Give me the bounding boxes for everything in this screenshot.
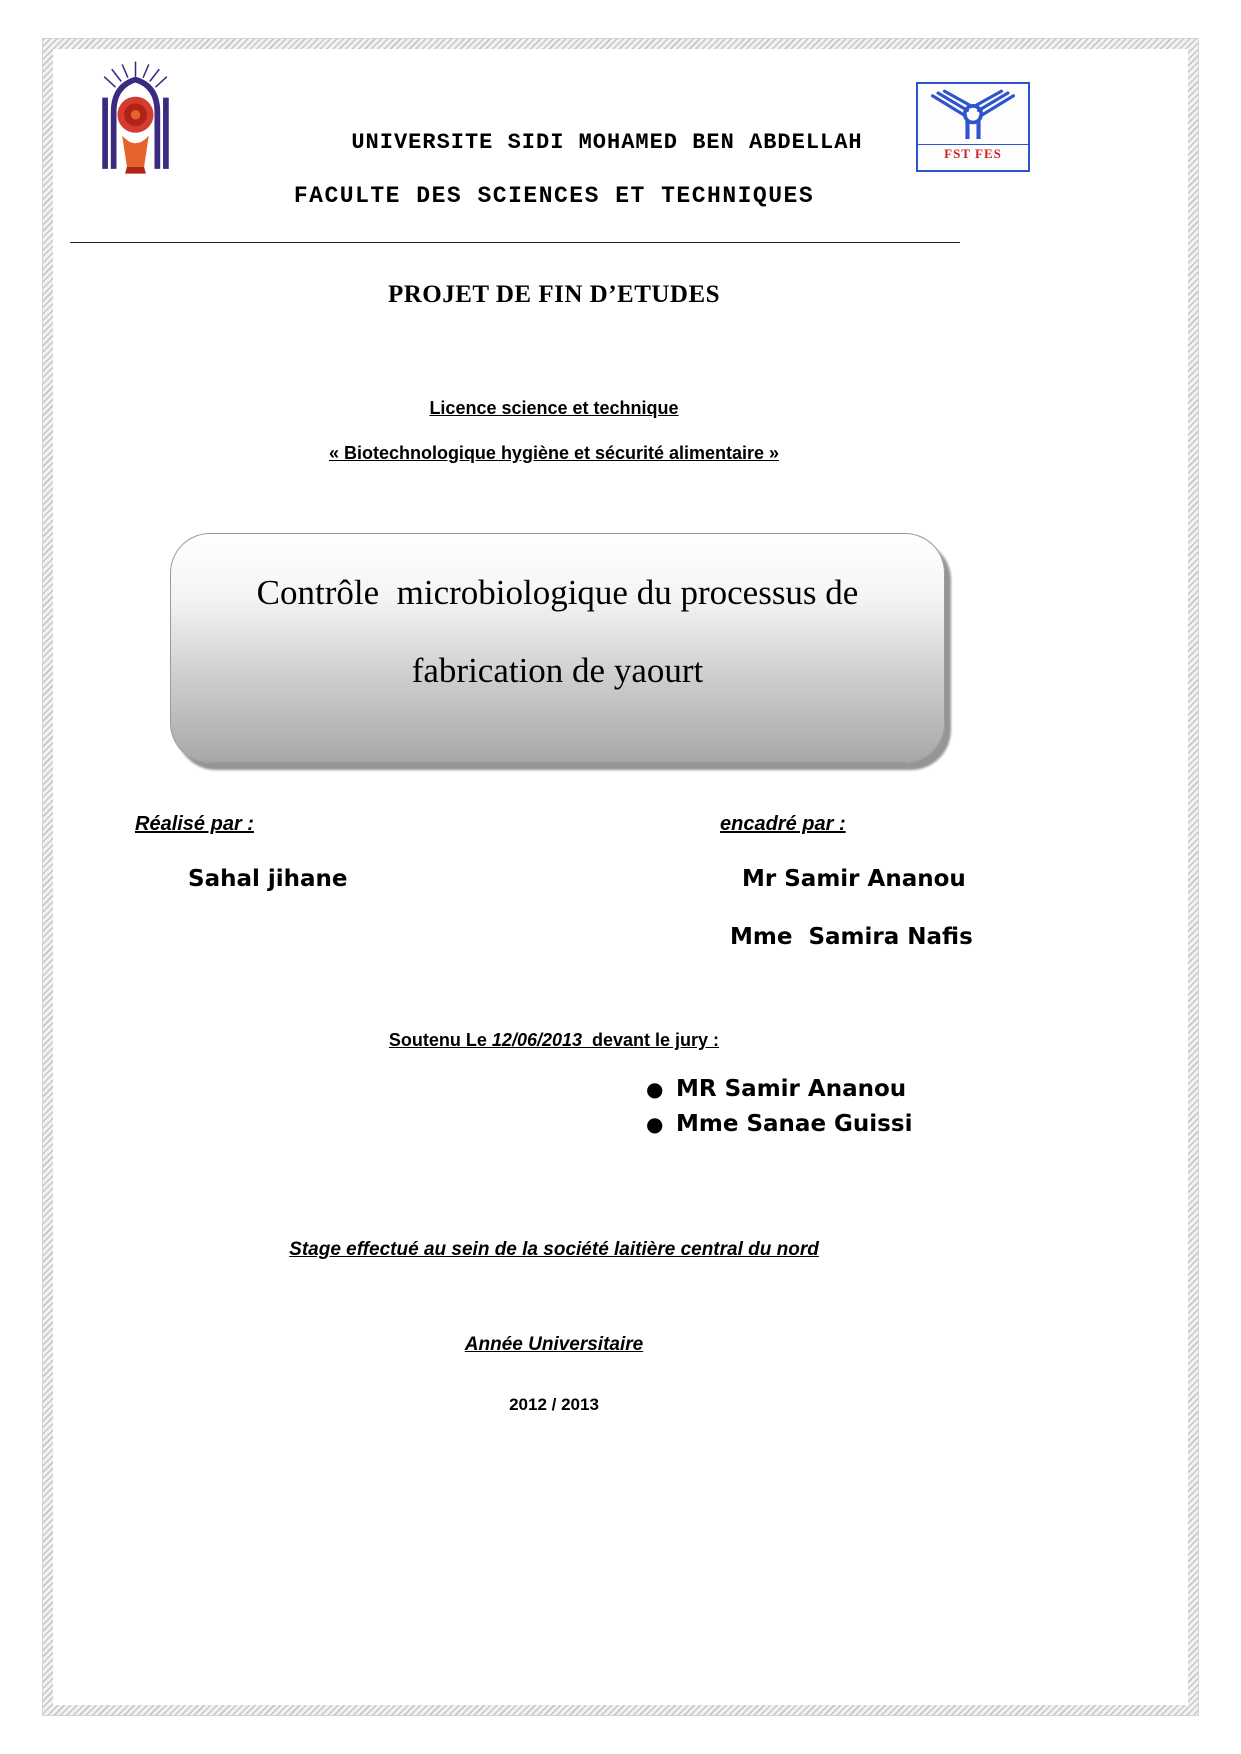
jury-list [646,1076,912,1146]
defense-prefix: Soutenu Le [388,1030,492,1050]
thesis-title-line2: fabrication de yaourt [411,651,704,690]
internship-note: Stage effectué au sein de la société laitière central du nord [289,1239,819,1260]
encadre-par-label: encadré par : [720,813,846,835]
thesis-title-line1: Contrôle microbiologique du processus de [256,573,859,612]
academic-year-label: Année Universitaire [464,1334,644,1355]
project-type-heading: PROJET DE FIN D’ETUDES [387,281,721,308]
specialty-line: « Biotechnologique hygiène et sécurité alimentaire » [328,443,780,463]
supervisor-name-1: Mr Samir Ananou [742,866,966,892]
university-emblem-icon [88,58,183,180]
academic-year-value: 2012 / 2013 [509,1395,599,1414]
defense-line [0,1030,1108,1051]
bullet-icon: ● [646,1077,664,1101]
university-name: UNIVERSITE SIDI MOHAMED BEN ABDELLAH [351,130,863,155]
defense-date: 12/06/2013 [491,1030,583,1050]
defense-suffix: devant le jury : [582,1030,720,1050]
jury-member-name: Mme Sanae Guissi [676,1111,913,1137]
fst-logo-caption: FST FES [918,144,1028,162]
jury-member [646,1111,912,1137]
fst-fes-logo [916,82,1030,172]
university-emblem-logo [88,58,183,180]
jury-member [646,1076,912,1102]
realise-par-label: Réalisé par : [135,813,254,835]
degree-line: Licence science et technique [429,398,679,418]
faculty-name: FACULTE DES SCIENCES ET TECHNIQUES [293,183,815,209]
thesis-title-box [170,533,945,763]
author-name: Sahal jihane [188,866,348,892]
jury-member-name: MR Samir Ananou [676,1076,907,1102]
supervisor-name-2: Mme Samira Nafis [730,924,973,950]
header-divider [70,242,960,243]
bullet-icon: ● [646,1112,664,1136]
